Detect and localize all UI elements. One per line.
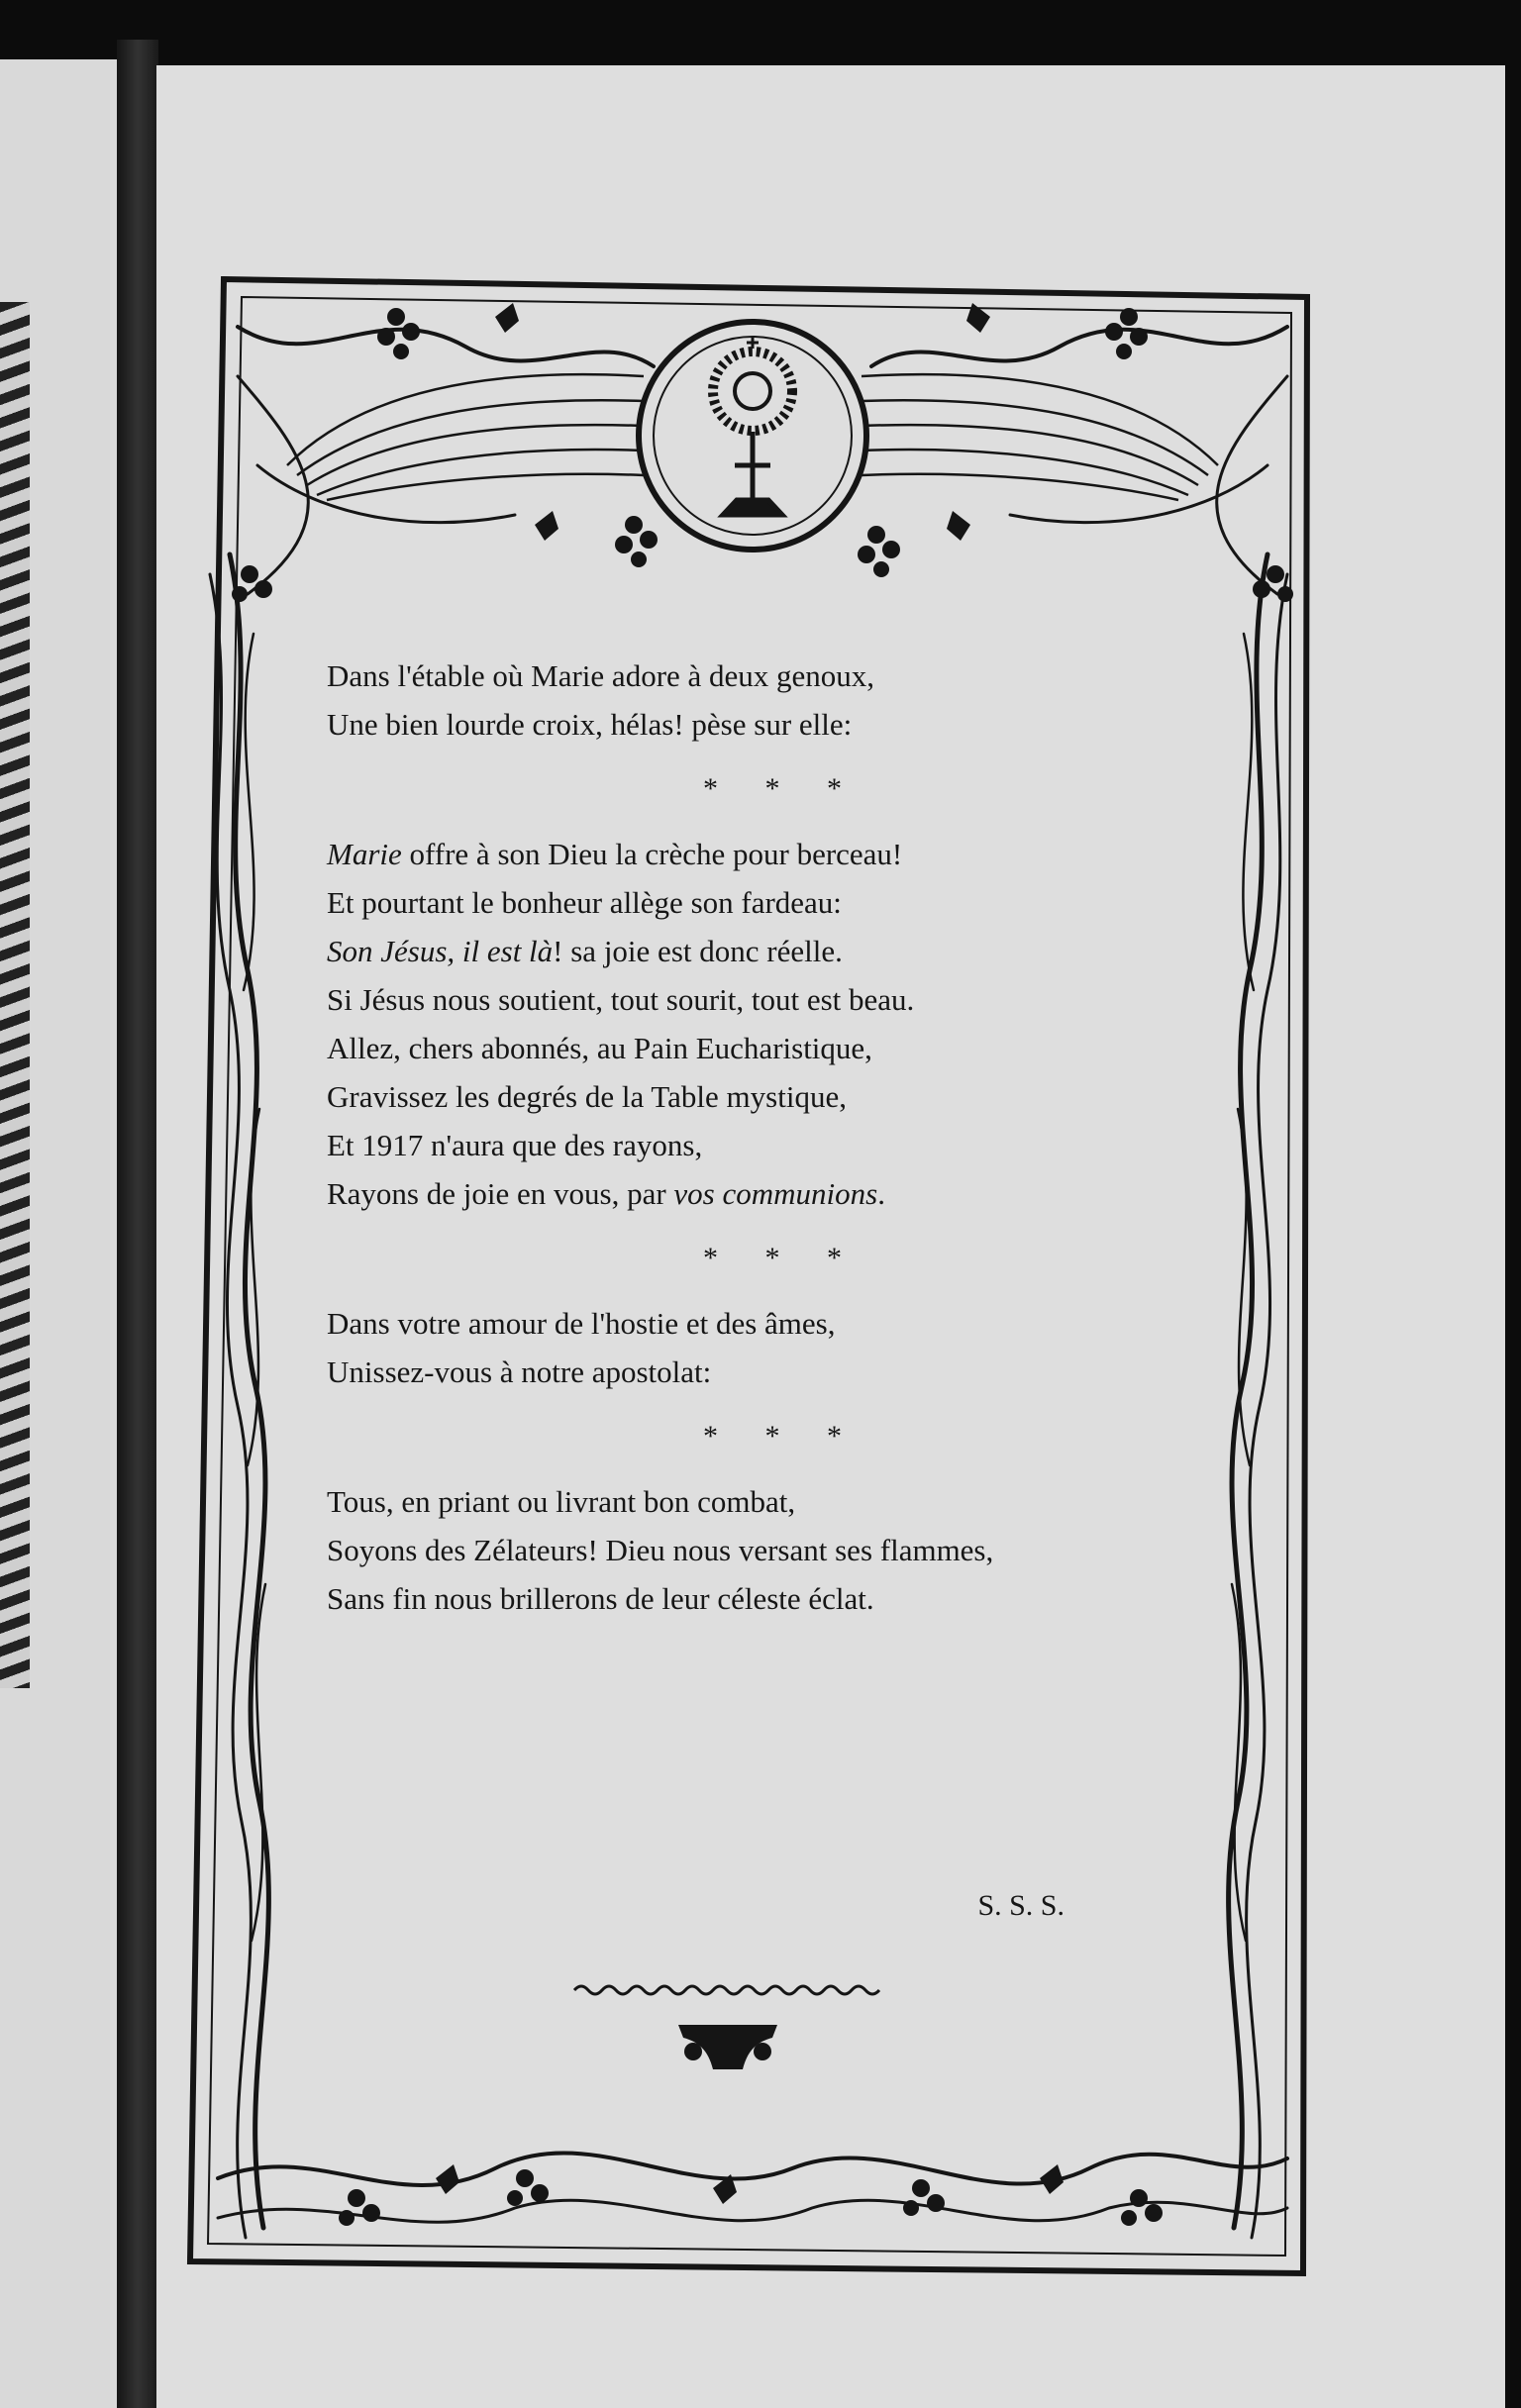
poem-line — [327, 878, 1198, 927]
poem-line: Sans fin nous brillerons de leur céleste éclat. — [327, 1581, 874, 1616]
poem-line: Unissez-vous à notre apostolat: — [327, 1354, 712, 1389]
poem-line: Dans l'étable où Marie adore à deux genoux, — [327, 658, 875, 693]
line-text: offre à son Dieu la crèche pour berceau! — [401, 837, 903, 871]
poem-line — [327, 1024, 1198, 1072]
poem-line: Tous, en priant ou livrant bon combat, — [327, 1484, 796, 1519]
ornament-icon — [569, 1980, 886, 2089]
line-text: . — [877, 1176, 885, 1211]
signature: S. S. S. — [977, 1889, 1065, 1922]
poem-line — [327, 975, 1198, 1024]
poem — [327, 652, 1198, 1623]
line-italic: Marie — [327, 837, 402, 871]
monstrance-icon — [639, 322, 866, 550]
poem-line — [327, 1072, 1198, 1121]
stanza-separator: * * * — [703, 1420, 862, 1453]
stanza-2 — [327, 830, 1198, 1218]
poem-line — [327, 1169, 1198, 1218]
poem-line: Soyons des Zélateurs! Dieu nous versant ses flammes, — [327, 1533, 994, 1567]
poem-line: Dans votre amour de l'hostie et des âmes, — [327, 1306, 836, 1341]
line-text: Et 1917 n'aura que des rayons, — [327, 1128, 703, 1162]
poem-line — [327, 1121, 1198, 1169]
line-text: ! sa joie est donc réelle. — [553, 934, 843, 968]
stanza-separator: * * * — [703, 1242, 862, 1274]
line-italic: vos communions — [673, 1176, 878, 1211]
stanza-4 — [327, 1477, 1198, 1623]
stanza-separator: * * * — [703, 772, 862, 805]
line-text: Gravissez les degrés de la Table mystique, — [327, 1079, 847, 1114]
line-text: Rayons de joie en vous, par — [327, 1176, 674, 1211]
stanza-3 — [327, 1299, 1198, 1396]
line-text: Allez, chers abonnés, au Pain Eucharistique, — [327, 1031, 872, 1065]
poem-line: Une bien lourde croix, hélas! pèse sur elle: — [327, 707, 853, 742]
poem-line — [327, 830, 1198, 878]
line-italic: Son Jésus, il est là — [327, 934, 554, 968]
stanza-1 — [327, 652, 1198, 749]
line-text: Si Jésus nous soutient, tout sourit, tout est beau. — [327, 982, 915, 1017]
poem-line — [327, 927, 1198, 975]
line-text: Et pourtant le bonheur allège son fardeau: — [327, 885, 842, 920]
